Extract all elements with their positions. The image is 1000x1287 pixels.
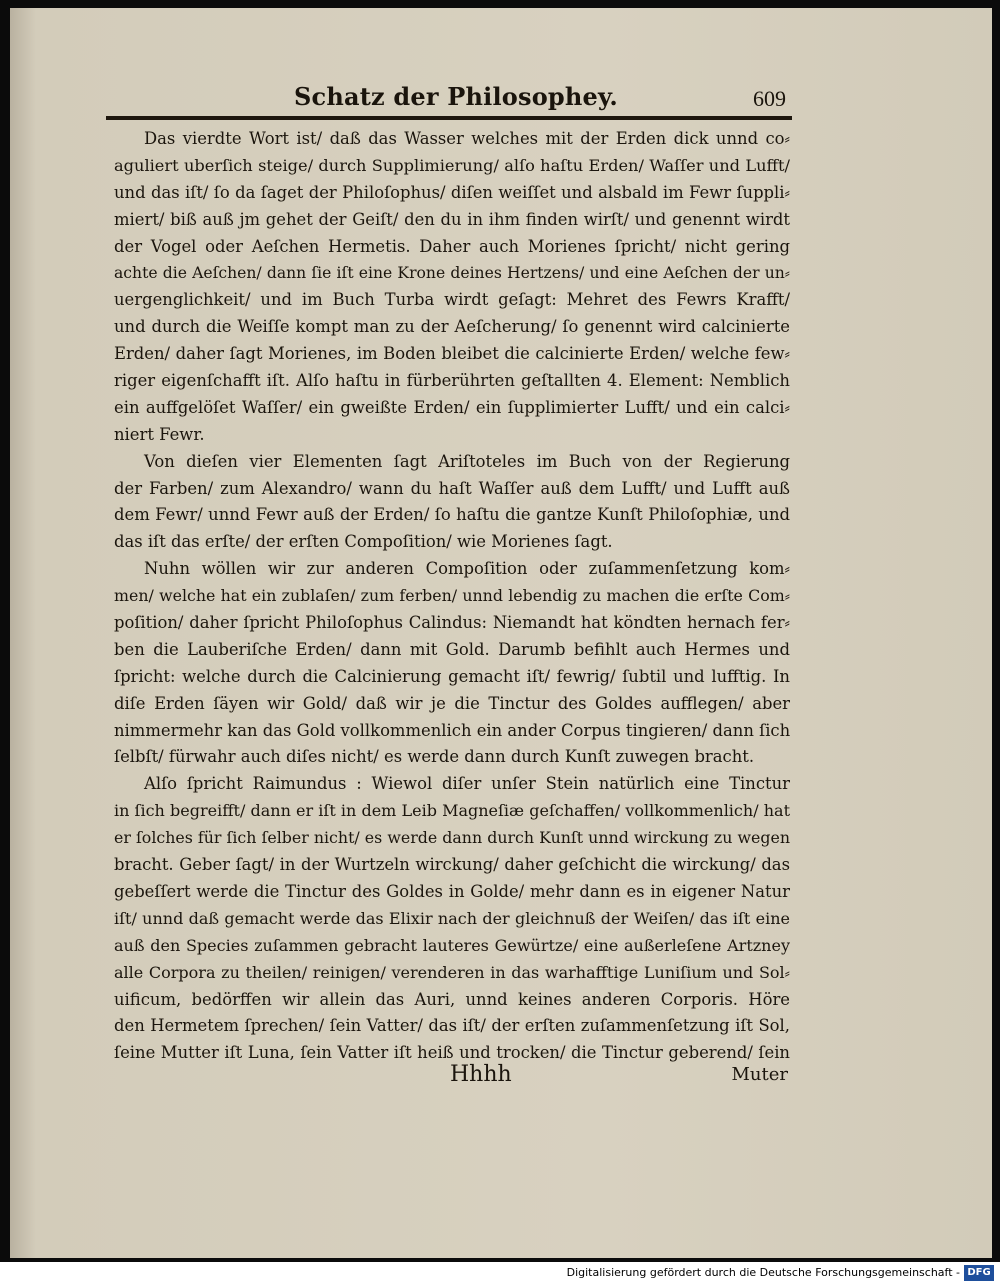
text-line: ſelbſt/ fürwahr auch diſes nicht/ es werde dann durch Kunſt zuwegen bracht.: [114, 747, 755, 767]
header-rule: [106, 116, 792, 120]
text-line: ſpricht: welche durch die Calcinierung gemacht iſt/ fewrig/ ſubtil und lufftig. In: [114, 666, 790, 686]
text-line: der Vogel oder Aeſchen Hermetis. Daher auch Morienes ſpricht/ nicht gering: [114, 236, 790, 256]
text-line: nimmermehr kan das Gold vollkommenlich ein ander Corpus tingieren/ dann ſich: [114, 720, 791, 740]
text-line: ſeine Mutter iſt Luna, ſein Vatter iſt heiß und trocken/ die Tinctur geberend/ ſein: [114, 1043, 790, 1063]
text-line: der Farben/ zum Alexandro/ wann du haſt Waſſer auß dem Lufft/ und Lufft auß: [114, 478, 790, 498]
text-line: riger eigenſchafft iſt. Alſo haſtu in fürberührten geſtallten 4. Element: Nemblich: [114, 371, 790, 391]
text-line: alle Corpora zu theilen/ reinigen/ verenderen in das warhafftige Luniſium und Sol⸗: [114, 962, 790, 982]
text-line: uergenglichkeit/ und im Buch Turba wirdt geſagt: Mehret des Fewrs Krafft/: [114, 290, 790, 310]
text-line: ben die Lauberiſche Erden/ dann mit Gold. Darumb befihlt auch Hermes und: [114, 639, 790, 659]
text-line: Von dieſen vier Elementen ſagt Ariſtoteles im Buch von der Regierung: [144, 451, 790, 471]
text-line: iſt/ unnd daß gemacht werde das Elixir nach der gleichnuß der Weiſen/ das iſt eine: [114, 908, 790, 928]
text-line: Erden/ daher ſagt Morienes, im Boden bleibet die calcinierte Erden/ welche few⸗: [114, 344, 790, 364]
text-line: aguliert uberſich steige/ durch Supplimierung/ alſo haſtu Erden/ Waſſer und Lufft/: [114, 155, 790, 175]
text-line: men/ welche hat ein zublaſen/ zum ferben/ unnd lebendig zu machen die erſte Com⸗: [114, 586, 790, 606]
text-line: auß den Species zuſammen gebracht lauteres Gewürtze/ eine außerleſene Artzney: [114, 935, 790, 955]
book-page: [10, 8, 992, 1258]
funding-note: Digitalisierung gefördert durch die Deutsche Forschungsgemeinschaft -: [566, 1266, 960, 1279]
catchword: Muter: [731, 1064, 788, 1085]
text-line: Alſo ſpricht Raimundus : Wiewol diſer unſer Stein natürlich eine Tinctur: [144, 774, 790, 794]
text-line: diſe Erden ſäyen wir Gold/ daß wir je die Tinctur des Goldes aufflegen/ aber: [114, 693, 790, 713]
text-line: gebeſſert werde die Tinctur des Goldes in Golde/ mehr dann es in eigener Natur: [114, 881, 790, 901]
text-line: bracht. Geber ſagt/ in der Wurtzeln wirckung/ daher geſchicht die wirckung/ das: [114, 855, 790, 875]
funding-bar: [0, 1262, 1000, 1287]
dfg-logo: DFG: [964, 1265, 994, 1281]
text-line: Das vierdte Wort ist/ daß das Wasser welches mit der Erden dick unnd co⸗: [144, 129, 790, 148]
signature-mark: Hhhh: [450, 1062, 512, 1087]
text-line: und das iſt/ ſo da ſaget der Philoſophus/ diſen weiſſet und alsbald im Fewr ſuppli⸗: [114, 182, 790, 202]
text-line: achte die Aeſchen/ dann ſie iſt eine Krone deines Hertzens/ und eine Aeſchen der un⸗: [114, 264, 790, 283]
text-line: miert/ biß auß jm gehet der Geiſt/ den du in ihm finden wirſt/ und genennt wirdt: [114, 209, 790, 229]
text-line: den Hermetem ſprechen/ ſein Vatter/ das iſt/ der erſten zuſammenſetzung iſt Sol,: [114, 1016, 790, 1036]
text-line: niert Fewr.: [114, 424, 205, 444]
page-footer: [106, 1056, 792, 1090]
text-line: Nuhn wöllen wir zur anderen Compoſition oder zuſammenſetzung kom⸗: [144, 559, 790, 579]
text-line: er ſolches für ſich ſelber nicht/ es werde dann durch Kunſt unnd wirckung zu wegen: [114, 828, 790, 848]
text-line: in ſich begreifft/ dann er iſt in dem Leib Magneſiæ geſchaffen/ vollkommenlich/ hat: [114, 801, 790, 821]
text-line: das iſt das erſte/ der erſten Compoſition/ wie Morienes ſagt.: [114, 532, 613, 552]
text-line: dem Fewr/ unnd Fewr auß der Erden/ ſo haſtu die gantze Kunſt Philoſophiæ, und: [114, 505, 790, 525]
page-number: 609: [753, 86, 786, 111]
text-line: poſition/ daher ſpricht Philoſophus Calindus: Niemandt hat köndten hernach fer⸗: [114, 613, 790, 633]
body-text: [114, 126, 790, 1067]
text-line: uificum, bedörffen wir allein das Auri, unnd keines anderen Corporis. Höre: [114, 989, 790, 1009]
running-title: Schatz der Philosophey.: [294, 82, 618, 111]
text-line: ein auffgelöſet Waſſer/ ein gweißte Erden/ ein ſupplimierter Lufft/ und ein calci⸗: [114, 397, 790, 417]
text-line: und durch die Weiſſe kompt man zu der Aeſcherung/ ſo genennt wird calcinierte: [114, 317, 790, 337]
page-header: [106, 74, 792, 114]
